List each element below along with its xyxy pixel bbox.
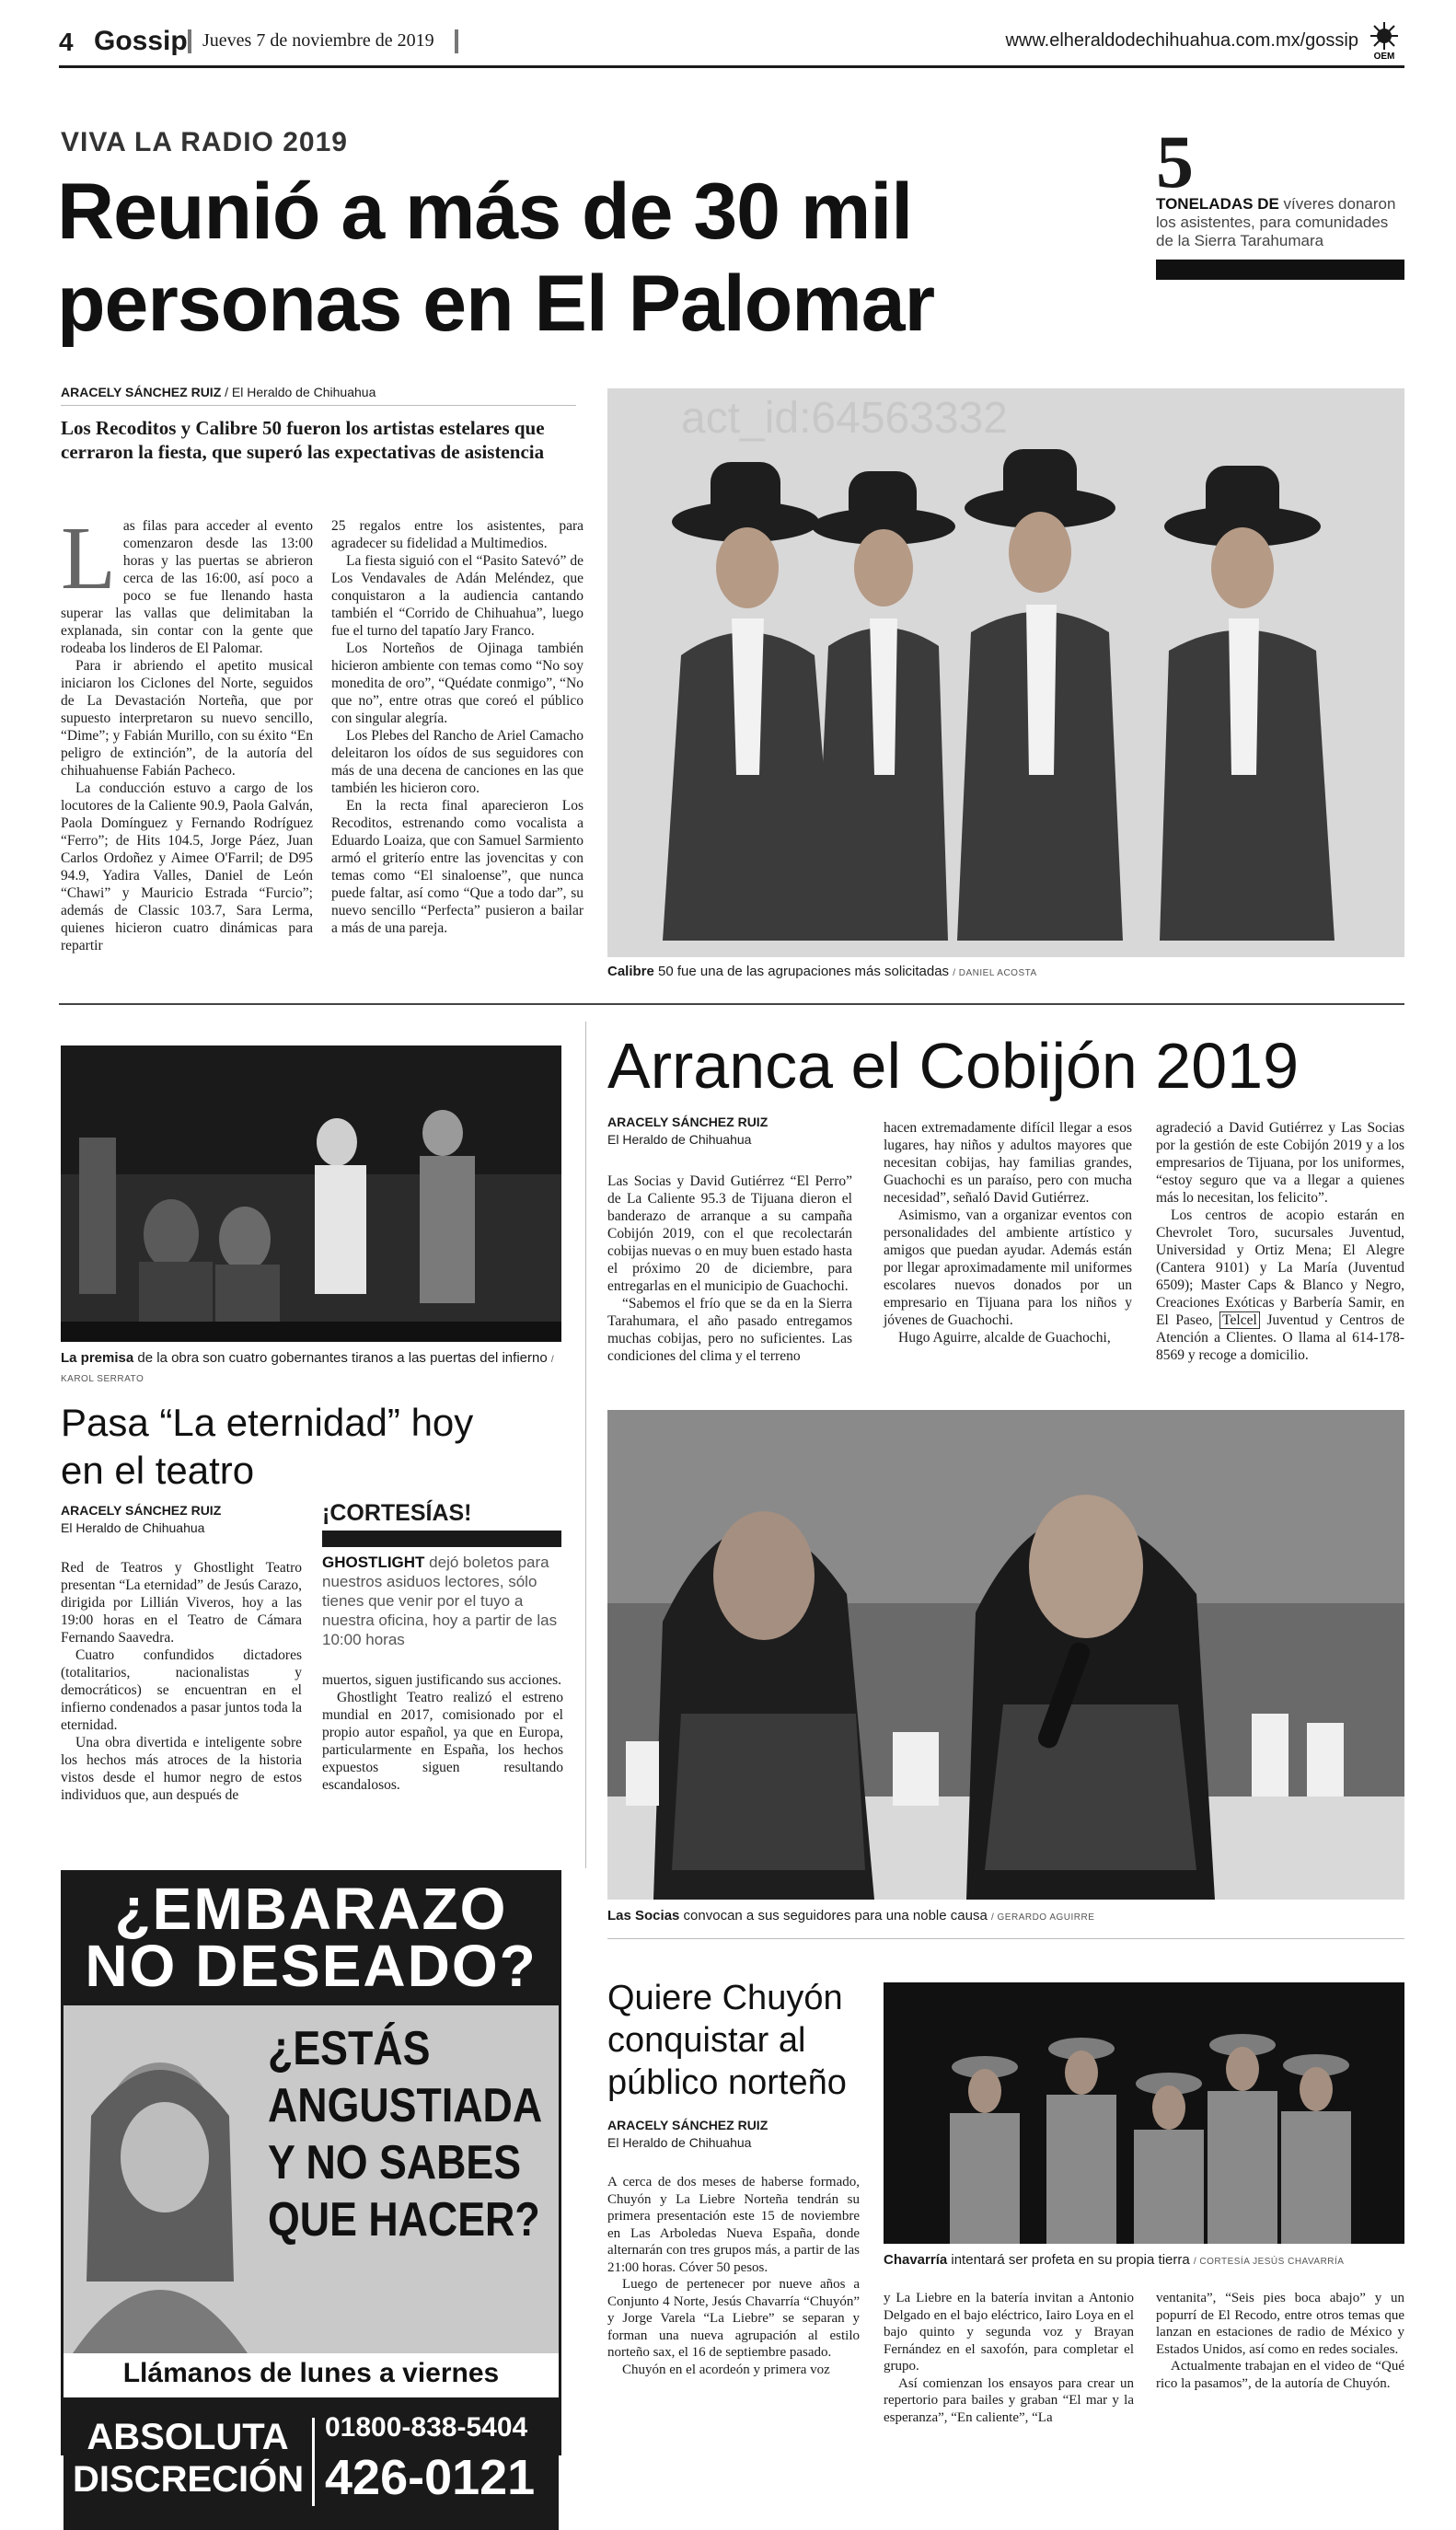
headline-line: en el teatro xyxy=(61,1449,255,1492)
cobijon-byline xyxy=(607,1114,768,1149)
box-title: ¡CORTESÍAS! xyxy=(322,1500,472,1526)
lead-column-1 xyxy=(61,509,313,954)
paragraph: La conducción estuvo a cargo de los locutores de la Caliente 90.9, Paola Galván, Paola Domínguez y Fernando Rodríguez “Ferro”; de Hits 104.5, Jorge Páez, Juan Carlos Ordoñez y Aimee O'Farril; de D95 94.9, Yadira Valles, Daniel de León “Chawi” y Mauricio Estrada “Furcio”; además de Classic 103.7, Sara Lerma, quienes hicieron cuatro dinámicas para repartir xyxy=(61,780,313,953)
embarazo-ad[interactable] xyxy=(61,1870,561,2505)
caption-text: convocan a sus seguidores para una noble causa xyxy=(679,1908,988,1923)
divider xyxy=(455,29,458,53)
ad-phone-2[interactable]: 426-0121 xyxy=(325,2450,536,2505)
byline-name: ARACELY SÁNCHEZ RUIZ xyxy=(61,385,222,399)
chuyon-column-1 xyxy=(607,2174,860,2378)
teatro-column-1 xyxy=(61,1559,302,1804)
caption-text: intentará ser profeta en su propia tierra xyxy=(947,2252,1190,2268)
paragraph: Así comienzan los ensayos para crear un repertorio para bailes y graban “El mar y la esperanza”, “En caliente”, “La xyxy=(884,2375,1134,2425)
rule xyxy=(607,1938,1404,1939)
byline-outlet: El Heraldo de Chihuahua xyxy=(61,1520,205,1535)
chuyon-column-2 xyxy=(884,2290,1134,2426)
paragraph: as filas para acceder al evento comenzaron desde las 13:00 horas y las puertas se abrieron cerca de las 16:00, así poco a poco se fue llenando hasta superar las vallas que delimitaban la explanada, sin contar con la gente que rodeaba los linderos de El Palomar. xyxy=(61,518,313,656)
paragraph: Luego de pertenecer por nueve años a Conjunto 4 Norte, Jesús Chavarría “Chuyón” y Jorge Varela “La Liebre” se separan y forman una nueva agrupación al estilo norteño sax, el 16 de septiembre pasado. xyxy=(607,2277,860,2360)
divider xyxy=(188,29,191,53)
ad-discretion-line: DISCRECIÓN xyxy=(73,2459,305,2500)
caption-lead: Calibre xyxy=(607,964,654,979)
page-number: 4 xyxy=(59,28,74,56)
stat-bar xyxy=(1156,260,1404,280)
headline-line: público norteño xyxy=(607,2063,847,2102)
paragraph: Los centros de acopio estarán en Chevrolet Toro, sucursales Juventud, Universidad y Ortiz Mena; El Alegre (Cantera 9101) y La María (Juventud 6509); Master Caps & Blanco y Negro, Creaciones Exóticas y Barbería Samir, en El Paseo, xyxy=(1156,1207,1404,1328)
byline-name: ARACELY SÁNCHEZ RUIZ xyxy=(607,1115,768,1129)
headline-line: Pasa “La eternidad” hoy xyxy=(61,1401,474,1444)
rule xyxy=(61,405,576,406)
dropcap: L xyxy=(61,509,116,608)
box-lead: GHOSTLIGHT xyxy=(322,1554,425,1571)
ad-question-line: ¿ESTÁS xyxy=(268,2022,431,2075)
paragraph: y La Liebre en la batería invitan a Antonio Delgado en el bajo eléctrico, Iairo Loya en el bajo quinto y segunda voz y Brayan Fernández en el saxofón, para completar el grupo. xyxy=(884,2291,1134,2374)
caption-lead: La premisa xyxy=(61,1350,134,1366)
stat-number: 5 xyxy=(1156,120,1194,203)
paragraph: Cuatro confundidos dictadores (totalitarios, nacionalistas y democráticos) se encuentran en el infierno condenados a pasar juntos toda la eternidad. xyxy=(61,1647,302,1733)
column-divider xyxy=(585,1022,586,1868)
paragraph: Los Plebes del Rancho de Ariel Camacho deleitaron los oídos de sus seguidores con más de una decena de canciones en las que también les hicieron coro. xyxy=(331,728,584,796)
boxed-word: Telcel xyxy=(1219,1311,1260,1329)
socias-caption xyxy=(607,1907,1404,1926)
teatro-photo xyxy=(61,1046,561,1342)
paragraph: ventanita”, “Seis pies boca abajo” y un popurrí de El Recodo, entre otros temas que lanzan en estaciones de radio de México y Estados Unidos, así como en redes sociales. xyxy=(1156,2291,1404,2357)
cobijon-headline: Arranca el Cobijón 2019 xyxy=(607,1030,1300,1102)
paragraph: Red de Teatros y Ghostlight Teatro presentan “La eternidad” de Jesús Carazo, dirigida por Lillián Viveros, hoy a las 19:00 horas en el Teatro de Cámara Fernando Saavedra. xyxy=(61,1560,302,1646)
paragraph: Una obra divertida e inteligente sobre los hechos más atroces de la historia vistos desde el humor negro de estos individuos que, aun después de xyxy=(61,1735,302,1803)
section-divider xyxy=(59,1003,1404,1005)
ad-divider xyxy=(312,2418,315,2506)
story-kicker: VIVA LA RADIO 2019 xyxy=(61,127,348,157)
chuyon-caption xyxy=(884,2251,1404,2270)
ad-question-line: QUE HACER? xyxy=(268,2193,540,2247)
byline-name: ARACELY SÁNCHEZ RUIZ xyxy=(61,1503,222,1518)
box-bar xyxy=(322,1531,561,1547)
chuyon-column-3 xyxy=(1156,2290,1404,2392)
issue-date: Jueves 7 de noviembre de 2019 xyxy=(202,30,434,51)
stat-desc: víveres donaron los asistentes, para comunidades de la Sierra Tarahumara xyxy=(1156,195,1396,249)
section-name: Gossip xyxy=(94,26,188,56)
headline-line: conquistar al xyxy=(607,2021,806,2060)
headline-line: personas en El Palomar xyxy=(57,260,935,348)
chuyon-headline xyxy=(607,1977,847,2104)
teatro-byline xyxy=(61,1502,221,1537)
byline-outlet: / El Heraldo de Chihuahua xyxy=(225,385,376,399)
paragraph: Chuyón en el acordeón y primera voz xyxy=(622,2362,830,2377)
socias-photo xyxy=(607,1410,1404,1900)
photo-credit: / KAROL SERRATO xyxy=(61,1355,555,1384)
calibre-caption xyxy=(607,963,1404,982)
photo-credit: / DANIEL ACOSTA xyxy=(953,968,1037,978)
oem-logo-icon xyxy=(1364,20,1404,61)
photo-credit: / GERARDO AGUIRRE xyxy=(990,1912,1095,1923)
paragraph: A cerca de dos meses de haberse formado, Chuyón y La Liebre Norteña tendrán su primera presentación este 15 de noviembre en Las Arboledas Nueva España, donde alternarán con tres grupos más, a partir de las 21:00 horas. Cóver 50 pesos. xyxy=(607,2175,860,2275)
caption-text: 50 fue una de las agrupaciones más solicitadas xyxy=(653,964,950,979)
paragraph: Hugo Aguirre, alcalde de Guachochi, xyxy=(898,1330,1111,1346)
cobijon-column-3 xyxy=(1156,1119,1404,1364)
paragraph: Los Norteños de Ojinaga también hicieron ambiente con temas como “No soy monedita de oro”, “Quédate conmigo”, “No que no”, entre otras que coreó el público con singular alegría. xyxy=(331,641,584,726)
paragraph: Para ir abriendo el apetito musical iniciaron los Ciclones del Norte, seguidos de La Devastación Norteña, que por supuesto interpretaron su nuevo sencillo, “Dime”; y Fabián Murillo, con su éxito “En peligro de extinción”, de la autoría del chihuahuense Fabián Pacheco. xyxy=(61,658,313,779)
logo-text: OEM xyxy=(1373,52,1395,62)
paragraph: Juventud y Centros de Atención a Clientes. O llama al 614-178-8569 y recoge a domicilio. xyxy=(1156,1312,1405,1363)
byline-outlet: El Heraldo de Chihuahua xyxy=(607,1132,752,1147)
stat-label: TONELADAS DE xyxy=(1156,195,1279,213)
headline-line: Quiere Chuyón xyxy=(607,1979,843,2017)
caption-lead: Chavarría xyxy=(884,2252,948,2268)
ad-title xyxy=(64,1873,559,2005)
chuyon-photo xyxy=(884,1982,1404,2244)
ad-call: Llámanos de lunes a viernes xyxy=(64,2353,559,2397)
cortesias-box xyxy=(322,1500,561,1649)
paragraph: Las Socias y David Gutiérrez “El Perro” de La Caliente 95.3 de Tijuana dieron el banderazo de arranque a su campaña Cobijón 2019, con el que recolectarán cobijas nuevas o en muy buen estado hasta el próximo 20 de diciembre, para entregarlas en el municipio de Guachochi. xyxy=(607,1173,852,1294)
ad-question-line: ANGUSTIADA xyxy=(268,2079,543,2132)
paragraph: La fiesta siguió con el “Pasito Satevó” de Los Vendavales de Adán Meléndez, que conquistaron a la audiencia cantando también el “Corrido de Chihuahua”, luego fue el turno del tapatío Jary Franco. xyxy=(331,553,584,639)
ad-question xyxy=(268,2020,542,2248)
paragraph: muertos, siguen justificando sus acciones. xyxy=(322,1672,562,1688)
ad-discretion-line: ABSOLUTA xyxy=(87,2417,289,2457)
box-text xyxy=(322,1553,561,1649)
ad-title-line: ¿EMBARAZO xyxy=(114,1876,508,1942)
teatro-headline xyxy=(61,1399,473,1495)
sidebar-stat xyxy=(1156,120,1404,280)
teatro-caption xyxy=(61,1349,561,1388)
caption-text: de la obra son cuatro gobernantes tiranos a las puertas del infierno xyxy=(133,1350,548,1366)
masthead xyxy=(59,20,1404,68)
cobijon-column-1 xyxy=(607,1173,852,1365)
ad-footer xyxy=(64,2397,559,2530)
paragraph: En la recta final aparecieron Los Recoditos, estrenando como vocalista a Eduardo Loaiza, que con Samuel Sarmiento armó el griterío entre las jovencitas y con temas como “El sinaloense”, que nunca puede faltar, así como “Que a todo dar”, su nuevo sencillo “Perfecta” pusieron a bailar a más de una pareja. xyxy=(331,798,584,936)
lead-column-2 xyxy=(331,517,584,937)
ad-question-line: Y NO SABES xyxy=(268,2136,522,2189)
cobijon-column-2 xyxy=(884,1119,1132,1346)
paragraph: 25 regalos entre los asistentes, para agradecer su fidelidad a Multimedios. xyxy=(331,518,584,551)
lead-deck: Los Recoditos y Calibre 50 fueron los artistas estelares que cerraron la fiesta, que superó las expectativas de asistencia xyxy=(61,417,545,463)
lead-byline xyxy=(61,385,376,399)
site-url[interactable]: www.elheraldodechihuahua.com.mx/gossip xyxy=(1005,30,1358,51)
paragraph: Asimismo, van a organizar eventos con personalidades del ambiente artístico y amigos que puedan ayudar. Además están por llegar aproximadamente mil uniformes escolares nuevos donados por un empresario en Tijuana para los niños y jóvenes de Guachochi. xyxy=(884,1207,1132,1328)
lead-headline xyxy=(57,166,934,350)
ad-body xyxy=(64,2005,559,2353)
stat-text xyxy=(1156,195,1404,250)
paragraph: agradeció a David Gutiérrez y Las Socias por la gestión de este Cobijón 2019 y a los empresarios de Tijuana, por los uniformes, “estoy seguro que va a llegar a quienes más lo necesitan, los felicito”. xyxy=(1156,1120,1404,1206)
byline-name: ARACELY SÁNCHEZ RUIZ xyxy=(607,2118,768,2132)
byline-outlet: El Heraldo de Chihuahua xyxy=(607,2135,752,2150)
ad-discretion xyxy=(73,2416,303,2501)
box-body: dejó boletos para nuestros asiduos lectores, sólo tienes que venir por el tuyo a nuestra oficina, hoy a partir de las 10:00 horas xyxy=(322,1554,558,1648)
paragraph: “Sabemos el frío que se da en la Sierra Tarahumara, el año pasado entregamos muchas cobijas, pero no suficientes. Las condiciones del clima y el terreno xyxy=(607,1296,852,1364)
teatro-column-2 xyxy=(322,1671,563,1794)
ad-title-line: NO DESEADO? xyxy=(85,1933,537,1999)
paragraph: hacen extremadamente difícil llegar a esos lugares, hay niños y adultos mayores que necesitan cobijas, hay familias grandes, Guachochi es un paraíso, pero con mucha necesidad”, señaló David Gutiérrez. xyxy=(884,1120,1132,1206)
paragraph: Actualmente trabajan en el video de “Qué rico la pasamos”, de la autoría de Chuyón. xyxy=(1156,2359,1404,2391)
ad-phone-1[interactable]: 01800-838-5404 xyxy=(325,2412,528,2443)
paragraph: Ghostlight Teatro realizó el estreno mundial en 2017, comisionado por el propio autor español, ya que en Europa, particularmente en España, los hechos expuestos siguen resultando escandalosos. xyxy=(322,1690,563,1793)
photo-credit: / CORTESÍA JESÚS CHAVARRÍA xyxy=(1193,2257,1345,2267)
calibre-photo xyxy=(607,388,1404,957)
headline-line: Reunió a más de 30 mil xyxy=(57,168,913,256)
caption-lead: Las Socias xyxy=(607,1908,680,1923)
watermark: act_id:64563332 xyxy=(681,394,1008,443)
chuyon-byline xyxy=(607,2117,768,2152)
